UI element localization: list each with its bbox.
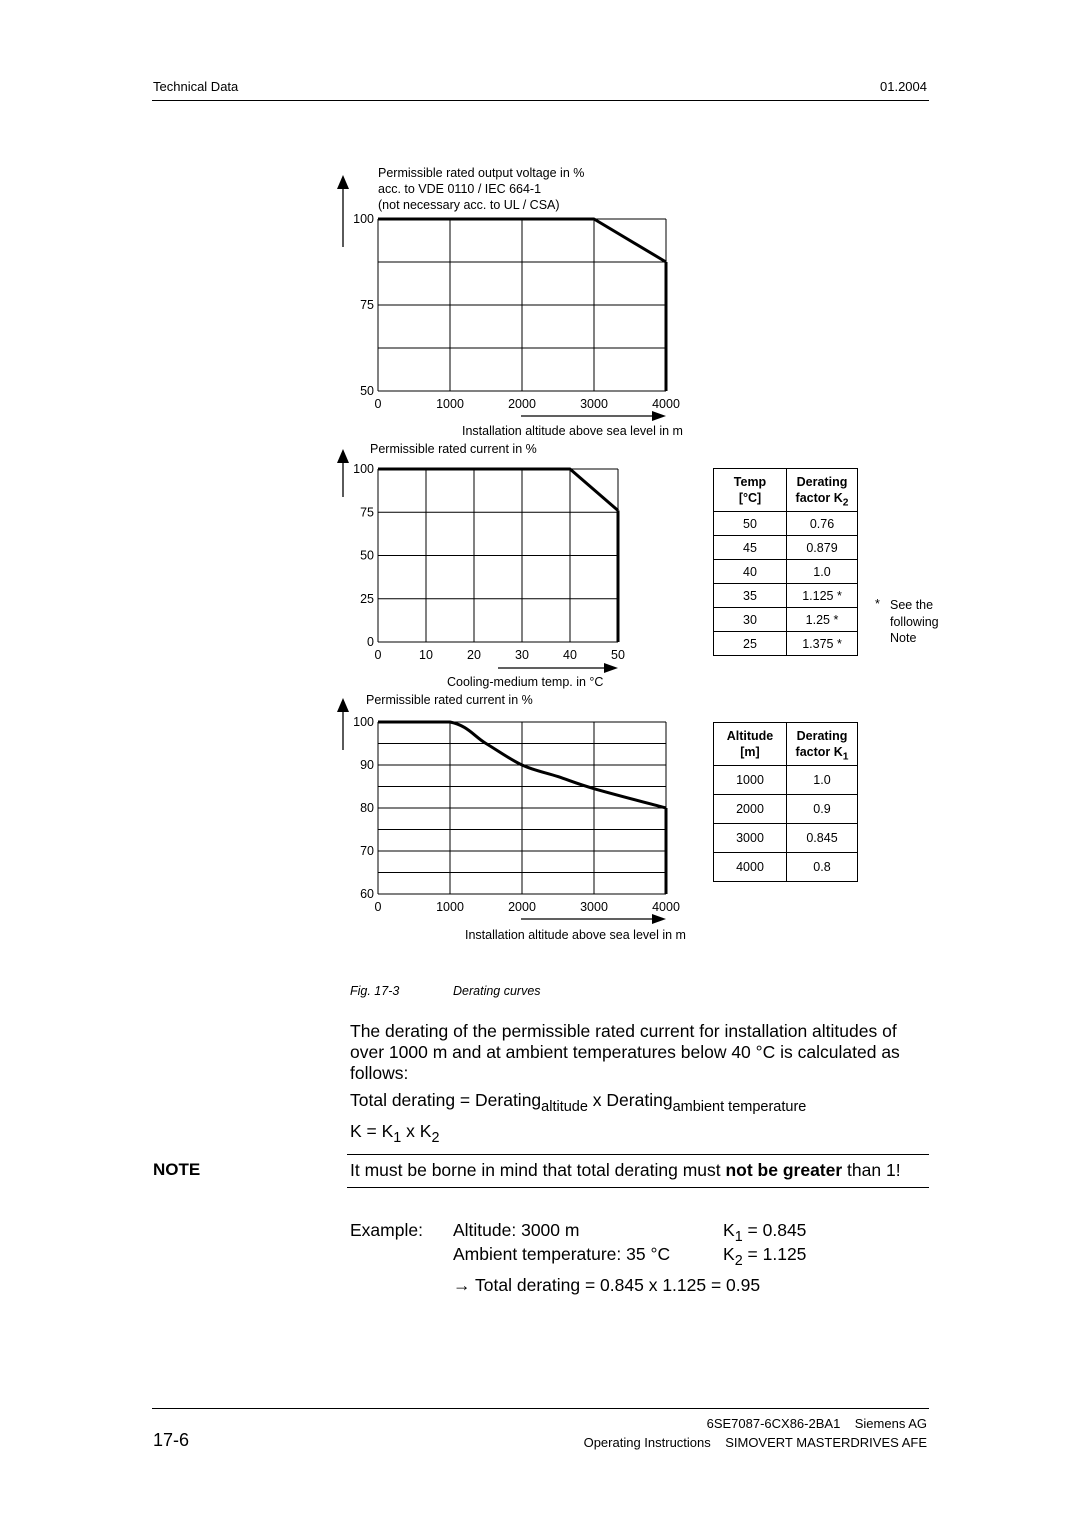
table-row: 35 1.125 *: [714, 584, 858, 608]
header-date: 01.2004: [880, 79, 927, 94]
y-axis-arrow-icon: [337, 698, 349, 712]
example-temperature: Ambient temperature: 35 °C: [453, 1244, 671, 1264]
formula-total-derating: Total derating = Derating$_{altitude}$ x Derating$_{ambient temperature}$: [350, 1090, 807, 1116]
table-row: 30 1.25 *: [714, 608, 858, 632]
y-tick-label: 100: [353, 462, 374, 476]
altitude-derating-table: [713, 722, 858, 882]
note-label: NOTE: [153, 1160, 201, 1179]
note-top-rule: [347, 1154, 929, 1155]
example-k2: $K_2 = 1.125$: [723, 1244, 807, 1270]
chart-title: Permissible rated current in %: [366, 693, 533, 707]
table-row: 40 1.0: [714, 560, 858, 584]
table-row: 45 0.879: [714, 536, 858, 560]
table-row: 25 1.375 *: [714, 632, 858, 656]
x-tick-label: 50: [611, 648, 625, 662]
note-text: It must be borne in mind that total derating must not be greater than 1!: [350, 1160, 901, 1180]
footer-doc-number: 6SE7087-6CX86-2BA1 Siemens AG: [706, 1416, 927, 1431]
header-section-title: Technical Data: [153, 79, 239, 94]
example-total: → Total derating = 0.845 x 1.125 = 0.95: [453, 1275, 761, 1295]
chart-current-vs-temperature: [337, 442, 625, 689]
x-tick-label: 3000: [580, 900, 608, 914]
y-tick-label: 50: [360, 384, 374, 398]
y-tick-label: 60: [360, 887, 374, 901]
x-tick-label: 40: [563, 648, 577, 662]
footnote-text: See the following Note: [890, 598, 939, 645]
note-bottom-rule: [347, 1187, 929, 1188]
x-tick-label: 4000: [652, 900, 680, 914]
table-row: 2000 0.9: [714, 795, 858, 824]
chart-title: acc. to VDE 0110 / IEC 664-1: [378, 182, 542, 196]
y-tick-label: 75: [360, 505, 374, 520]
example-altitude: Altitude: 3000 m: [453, 1220, 580, 1240]
x-tick-label: 3000: [580, 397, 608, 411]
x-tick-label: 20: [467, 648, 481, 662]
footer-rule: [152, 1408, 929, 1409]
example-label: Example:: [350, 1220, 423, 1240]
x-axis-arrow-icon: [604, 663, 618, 673]
formula-k: $K = K_1$ x $K_2$: [350, 1121, 440, 1147]
table-row: 4000 0.8: [714, 853, 858, 882]
k1-col-header: Derating factor $K_1$: [787, 723, 858, 766]
y-tick-label: 80: [360, 801, 374, 815]
x-tick-label: 0: [374, 900, 382, 914]
table-row: 50 0.76: [714, 512, 858, 536]
y-tick-label: 75: [360, 298, 374, 312]
x-axis-arrow-icon: [652, 411, 666, 421]
chart-voltage-vs-altitude: [337, 166, 683, 438]
y-tick-label: 100: [353, 212, 374, 226]
y-tick-label: 0: [367, 635, 374, 649]
x-tick-label: 0: [374, 397, 382, 411]
table-row: 3000 0.845: [714, 824, 858, 853]
x-axis-arrow-icon: [652, 914, 666, 924]
y-tick-label: 100: [353, 715, 374, 729]
temp-col-header: Temp [°C]: [714, 469, 787, 512]
footer-manual-title: Operating Instructions SIMOVERT MASTERDRIVES AFE: [583, 1435, 927, 1450]
temperature-derating-table: [713, 468, 858, 656]
y-tick-label: 90: [360, 758, 374, 772]
x-axis-label: Installation altitude above sea level in m: [465, 928, 686, 942]
figure-caption: Derating curves: [453, 984, 541, 998]
derating-curve: [378, 469, 618, 511]
chart-title: Permissible rated output voltage in %: [378, 166, 585, 180]
example-k1: $K_1 = 0.845$: [723, 1220, 807, 1246]
k2-col-header: Derating factor $K_2$: [787, 469, 858, 512]
x-axis-label: Cooling-medium temp. in °C: [447, 675, 604, 689]
y-axis-arrow-icon: [337, 175, 349, 189]
x-tick-label: 0: [374, 648, 382, 662]
y-axis-arrow-icon: [337, 449, 349, 463]
derating-paragraph: The derating of the permissible rated current for installation altitudes of over 1000 m and at ambient temperatures below 40 °C is calculated as follows:: [350, 1021, 900, 1083]
y-tick-label: 50: [360, 548, 374, 563]
x-axis-label: Installation altitude above sea level in m: [462, 424, 683, 438]
x-tick-label: 2000: [508, 397, 536, 411]
y-tick-label: 70: [360, 844, 374, 858]
x-tick-label: 30: [515, 648, 529, 662]
footnote-marker: *: [875, 597, 880, 611]
x-tick-label: 10: [419, 648, 433, 662]
figure-number: Fig. 17-3: [350, 984, 400, 998]
chart-title: (not necessary acc. to UL / CSA): [378, 198, 560, 212]
page-number: 17-6: [153, 1430, 190, 1450]
x-tick-label: 1000: [436, 900, 464, 914]
x-tick-label: 2000: [508, 900, 536, 914]
x-tick-label: 4000: [652, 397, 680, 411]
chart-title: Permissible rated current in %: [370, 442, 537, 456]
chart-current-vs-altitude: [337, 693, 686, 942]
altitude-col-header: Altitude [m]: [714, 723, 787, 766]
x-tick-label: 1000: [436, 397, 464, 411]
table-row: 1000 1.0: [714, 766, 858, 795]
y-tick-label: 25: [360, 591, 374, 606]
